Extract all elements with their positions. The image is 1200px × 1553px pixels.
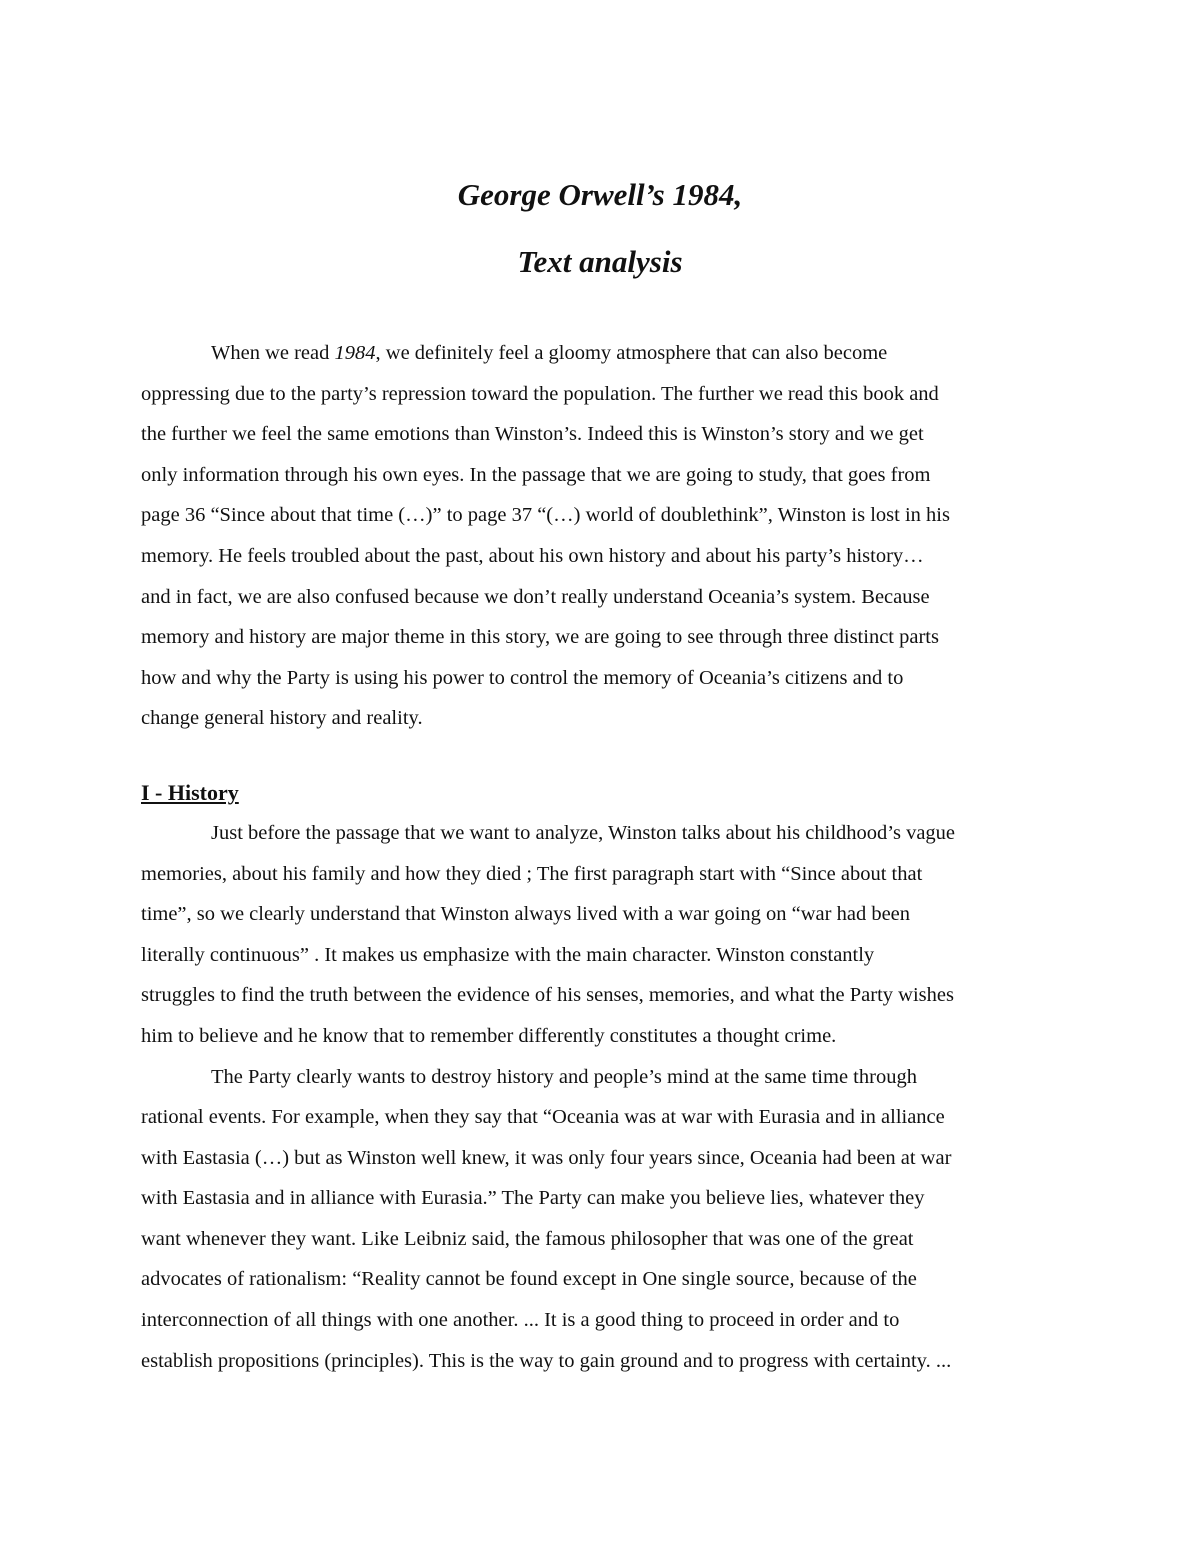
paragraph-line: establish propositions (principles). This is the way to gain ground and to progress with certainty. ... [141, 1349, 952, 1372]
paragraph-line: rational events. For example, when they say that “Oceania was at war with Eurasia and in alliance [141, 1106, 945, 1129]
paragraph-line: want whenever they want. Like Leibniz said, the famous philosopher that was one of the great [141, 1227, 914, 1250]
document-subtitle: Text analysis [517, 244, 683, 279]
paragraph-line: Just before the passage that we want to analyze, Winston talks about his childhood’s vague [211, 821, 956, 844]
paragraph-line: time”, so we clearly understand that Winston always lived with a war going on “war had been [141, 903, 911, 926]
intro-line: how and why the Party is using his power to control the memory of Oceania’s citizens and to [141, 666, 904, 689]
intro-line: only information through his own eyes. In the passage that we are going to study, that goes from [141, 463, 931, 486]
section-heading-history: I - History [141, 779, 239, 805]
intro-line: When we read 1984, we definitely feel a gloomy atmosphere that can also become [211, 342, 888, 364]
intro-line: page 36 “Since about that time (…)” to page 37 “(…) world of doublethink”, Winston is lost in his [141, 504, 950, 527]
paragraph-line: him to believe and he know that to remember differently constitutes a thought crime. [141, 1024, 837, 1047]
paragraph-line: with Eastasia (…) but as Winston well knew, it was only four years since, Oceania had been at war [141, 1146, 952, 1169]
intro-line: memory and history are major theme in this story, we are going to see through three distinct parts [141, 626, 939, 649]
intro-paragraph [141, 333, 1066, 739]
intro-line: the further we feel the same emotions than Winston’s. Indeed this is Winston’s story and we get [141, 423, 924, 446]
paragraph-line: The Party clearly wants to destroy history and people’s mind at the same time through [211, 1065, 917, 1088]
paragraph-line: with Eastasia and in alliance with Eurasia.” The Party can make you believe lies, whatever they [141, 1187, 925, 1210]
paragraph-line: struggles to find the truth between the evidence of his senses, memories, and what the Party wishes [141, 984, 954, 1007]
document-title: George Orwell’s 1984, [457, 177, 743, 212]
paragraph-line: memories, about his family and how they died ; The first paragraph start with “Since about that [141, 862, 923, 885]
intro-line: change general history and reality. [141, 707, 423, 730]
intro-line: oppressing due to the party’s repression toward the population. The further we read this book and [141, 382, 939, 405]
document-body [141, 333, 1066, 1381]
history-paragraph-2 [141, 1057, 1066, 1382]
paragraph-line: interconnection of all things with one another. ... It is a good thing to proceed in order and to [141, 1309, 900, 1332]
paragraph-line: literally continuous” . It makes us emphasize with the main character. Winston constantly [141, 943, 875, 966]
history-paragraph-1 [141, 813, 1066, 1057]
intro-line: and in fact, we are also confused because we don’t really understand Oceania’s system. Because [141, 585, 930, 608]
intro-line: memory. He feels troubled about the past, about his own history and about his party’s history… [141, 544, 924, 567]
title-block [0, 176, 1200, 281]
paragraph-line: advocates of rationalism: “Reality cannot be found except in One single source, because of the [141, 1268, 917, 1291]
